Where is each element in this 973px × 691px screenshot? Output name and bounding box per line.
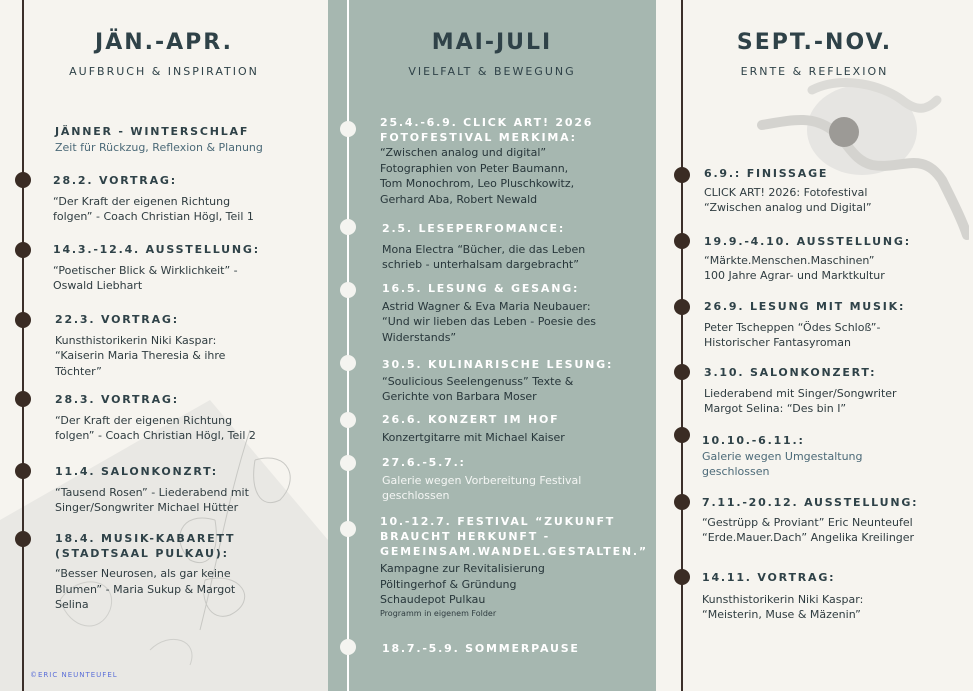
entry-title: 27.6.-5.7.:: [382, 456, 466, 469]
event-entry: [382, 221, 654, 273]
event-entry: [702, 495, 972, 546]
timeline-dot: [674, 233, 690, 249]
entry-description: Peter Tscheppen “Ödes Schloß”- Historischer Fantasyroman: [704, 320, 881, 349]
event-entry: [382, 412, 654, 445]
entry-title: 25.4.-6.9. CLICK ART! 2026 FOTOFESTIVAL MERKIMA:: [380, 116, 594, 144]
entry-description: “Zwischen analog und digital” Fotographien von Peter Baumann, Tom Monochrom, Leo Pluschkowitz, Gerhard Aba, Robert Newald: [380, 146, 575, 206]
entry-title: 16.5. LESUNG & GESANG:: [382, 282, 580, 295]
entry-note: Programm in eigenem Folder: [380, 608, 497, 618]
timeline-dot: [340, 219, 356, 235]
event-entry: [382, 357, 654, 405]
entry-description: “Besser Neurosen, als gar keine Blumen” - Maria Sukup & Margot Selina: [55, 567, 236, 611]
timeline-dot: [15, 312, 31, 328]
entry-title: 14.11. VORTRAG:: [702, 571, 836, 584]
timeline-dot: [340, 455, 356, 471]
event-entry: [53, 242, 323, 294]
entry-description: Mona Electra “Bücher, die das Leben schrieb - unterhalsam dargebracht”: [382, 242, 586, 271]
event-entry: [55, 531, 325, 613]
entry-description: “Märkte.Menschen.Maschinen” 100 Jahre Agrar- und Marktkultur: [704, 253, 885, 282]
entry-description: Liederabend mit Singer/Songwriter Margot Selina: “Des bin I”: [704, 386, 897, 415]
entry-title: 18.7.-5.9. SOMMERPAUSE: [382, 642, 580, 655]
timeline-dot: [674, 299, 690, 315]
entry-title: JÄNNER - WINTERSCHLAF: [55, 125, 250, 138]
entry-description: Konzertgitarre mit Michael Kaiser: [382, 430, 565, 444]
column-title: MAI-JULI: [431, 30, 553, 55]
entry-description: Kampagne zur Revitalisierung Pöltingerhof & Gründung Schaudepot Pulkau: [380, 562, 545, 606]
event-entry: [380, 514, 655, 619]
column-header: [328, 30, 656, 78]
entry-title: 28.2. VORTRAG:: [53, 174, 177, 187]
timeline-dot: [15, 463, 31, 479]
event-entry: [382, 455, 654, 504]
timeline-dot: [674, 167, 690, 183]
event-entry: [382, 641, 654, 662]
event-entry: [702, 570, 967, 623]
timeline-dot: [674, 427, 690, 443]
timeline-dot: [15, 242, 31, 258]
entry-title: 22.3. VORTRAG:: [55, 313, 179, 326]
entry-description: “Der Kraft der eigenen Richtung folgen” - Coach Christian Högl, Teil 1: [53, 194, 254, 223]
event-entry: [704, 365, 969, 417]
column-subtitle: AUFBRUCH & INSPIRATION: [69, 65, 259, 78]
event-entry: [702, 433, 967, 480]
photo-credit: ©ERIC NEUNTEUFEL: [30, 671, 118, 679]
entry-description: “Der Kraft der eigenen Richtung folgen” - Coach Christian Högl, Teil 2: [55, 413, 256, 442]
event-entry: [55, 392, 325, 444]
column-subtitle: ERNTE & REFLEXION: [740, 65, 889, 78]
entry-description: Kunsthistorikerin Niki Kaspar: “Kaiserin Maria Theresia & ihre Töchter”: [55, 333, 226, 378]
entry-description: “Gestrüpp & Proviant” Eric Neunteufel “Erde.Mauer.Dach” Angelika Kreilinger: [702, 515, 915, 544]
entry-title: 10.10.-6.11.:: [702, 434, 805, 447]
entry-description: “Poetischer Blick & Wirklichkeit” - Oswald Liebhart: [53, 263, 238, 292]
timeline-line: [22, 0, 24, 691]
timeline-dot: [340, 412, 356, 428]
column-mai-juli: [328, 0, 656, 691]
event-entry: [704, 299, 969, 351]
entry-title: 6.9.: FINISSAGE: [704, 167, 829, 180]
column-sept-nov: [656, 0, 973, 691]
timeline-dot: [340, 639, 356, 655]
entry-title: 11.4. SALONKONZRT:: [55, 465, 218, 478]
timeline-dot: [674, 364, 690, 380]
entry-title: 19.9.-4.10. AUSSTELLUNG:: [704, 235, 911, 248]
timeline-dot: [340, 355, 356, 371]
column-title: SEPT.-NOV.: [736, 30, 893, 55]
timeline-dot: [340, 282, 356, 298]
entry-title: 14.3.-12.4. AUSSTELLUNG:: [53, 243, 260, 256]
timeline-line: [347, 0, 349, 691]
entry-title: 3.10. SALONKONZERT:: [704, 366, 877, 379]
timeline-dot: [15, 172, 31, 188]
event-entry: [380, 115, 652, 207]
entry-title: 7.11.-20.12. AUSSTELLUNG:: [702, 496, 919, 509]
entry-description: Astrid Wagner & Eva Maria Neubauer: “Und wir lieben das Leben - Poesie des Widerstands”: [382, 299, 596, 344]
event-entry: [55, 464, 325, 516]
timeline-dot: [674, 494, 690, 510]
entry-title: 28.3. VORTRAG:: [55, 393, 179, 406]
entry-description: “Soulicious Seelengenuss” Texte & Gerichte von Barbara Moser: [382, 374, 574, 403]
entry-description: Zeit für Rückzug, Reflexion & Planung: [55, 140, 263, 154]
entry-title: 2.5. LESEPERFOMANCE:: [382, 222, 566, 235]
column-jan-apr: [0, 0, 328, 691]
timeline-dot: [674, 569, 690, 585]
intro-entry: [55, 124, 325, 155]
timeline-dot: [340, 521, 356, 537]
entry-title: 26.9. LESUNG MIT MUSIK:: [704, 300, 906, 313]
column-header: [656, 30, 973, 78]
entry-description: Galerie wegen Vorbereitung Festival geschlossen: [382, 473, 582, 502]
event-entry: [704, 166, 969, 216]
timeline-dot: [15, 531, 31, 547]
event-entry: [382, 281, 654, 345]
event-entry: [704, 234, 969, 284]
timeline-dot: [15, 391, 31, 407]
event-entry: [55, 312, 325, 379]
timeline-line: [681, 0, 683, 691]
entry-title: 26.6. KONZERT IM HOF: [382, 413, 560, 426]
entry-description: CLICK ART! 2026: Fotofestival “Zwischen analog und Digital”: [704, 185, 872, 214]
entry-title: 18.4. MUSIK-KABARETT (STADTSAAL PULKAU):: [55, 532, 236, 560]
column-subtitle: VIELFALT & BEWEGUNG: [408, 65, 576, 78]
entry-title: 30.5. KULINARISCHE LESUNG:: [382, 358, 614, 371]
event-entry: [53, 173, 323, 225]
timeline-dot: [340, 121, 356, 137]
entry-description: “Tausend Rosen” - Liederabend mit Singer/Songwriter Michael Hütter: [55, 485, 249, 514]
column-header: [0, 30, 328, 78]
entry-description: Kunsthistorikerin Niki Kaspar: “Meisterin, Muse & Mäzenin”: [702, 592, 864, 621]
entry-title: 10.-12.7. FESTIVAL “ZUKUNFT BRAUCHT HERKUNFT - GEMEINSAM.WANDEL.GESTALTEN.”: [380, 515, 648, 558]
column-title: JÄN.-APR.: [95, 30, 233, 55]
entry-description: Galerie wegen Umgestaltung geschlossen: [702, 449, 863, 478]
